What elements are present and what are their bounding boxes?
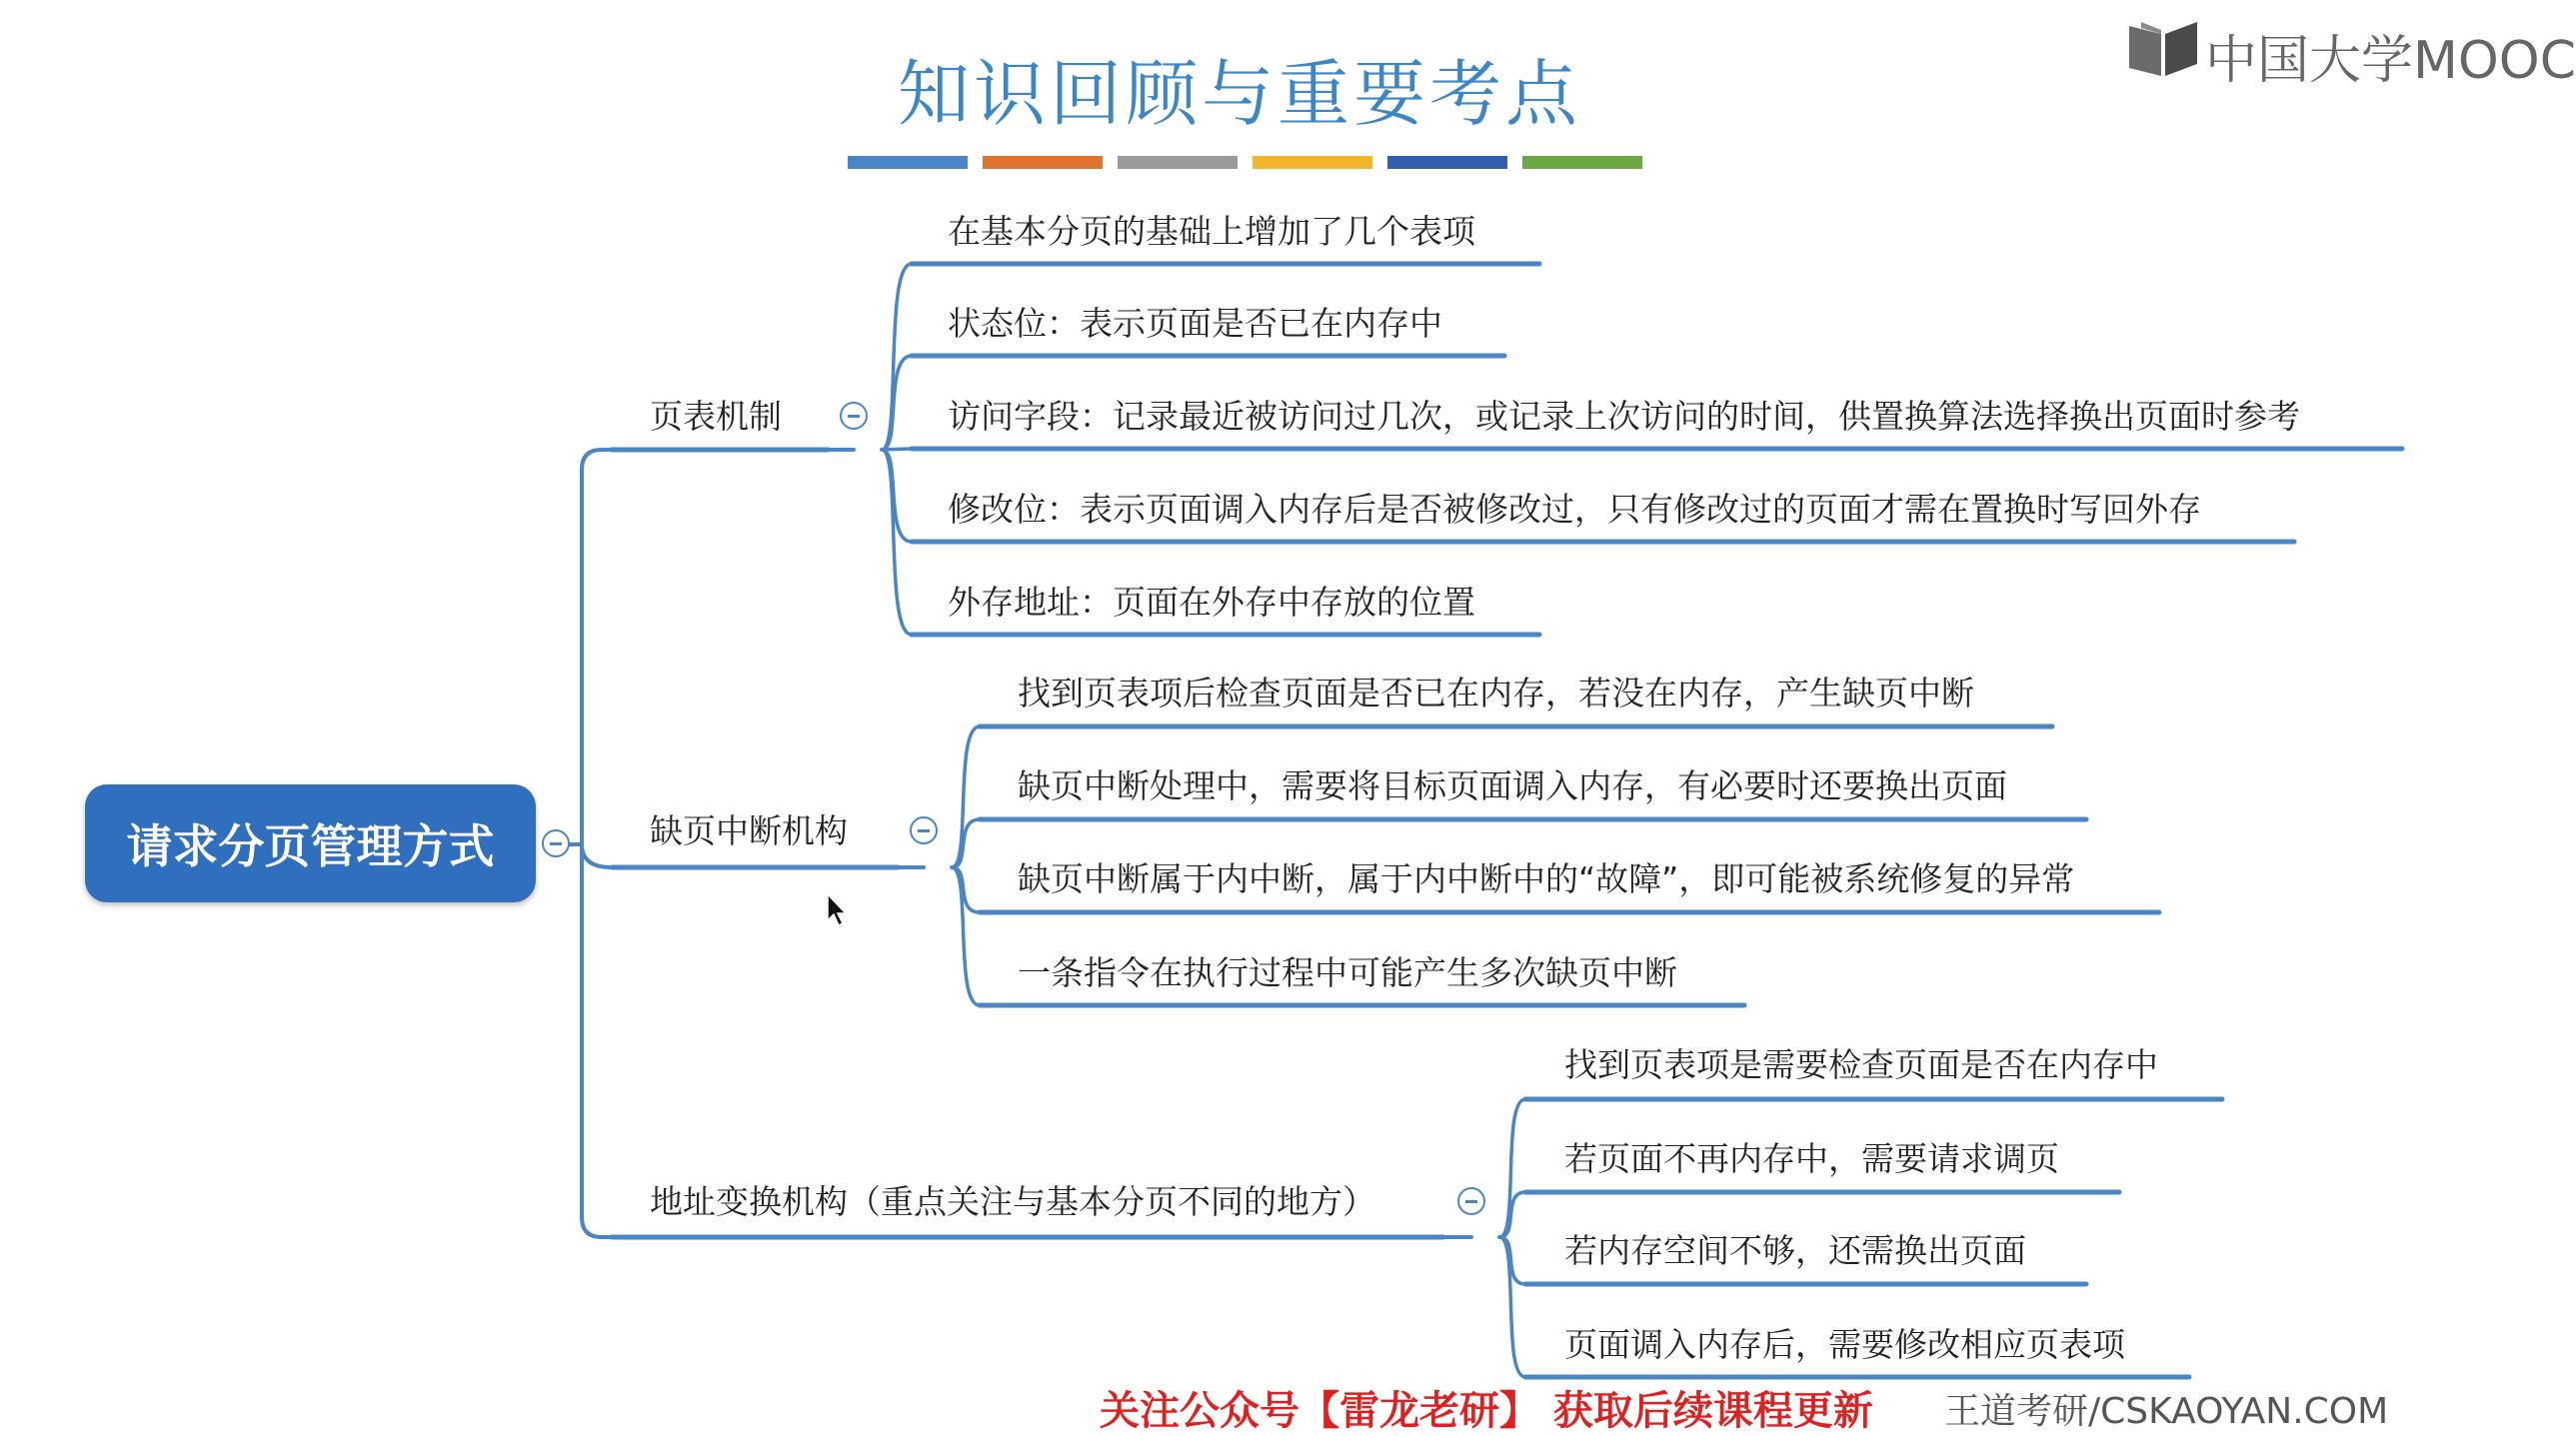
leaf-label[interactable]: 外存地址：页面在外存中存放的位置 — [948, 583, 1475, 622]
collapse-icon[interactable] — [542, 829, 570, 857]
leaf-label[interactable]: 访问字段：记录最近被访问过几次，或记录上次访问的时间，供置换算法选择换出页面时参考 — [948, 397, 2300, 436]
connector-line — [1499, 1192, 1525, 1237]
connector-line — [952, 819, 980, 867]
footer-promo-text: 关注公众号【雷龙老研】 获取后续课程更新 — [1100, 1388, 1873, 1434]
mouse-cursor-icon — [826, 892, 850, 928]
root-label: 请求分页管理方式 — [126, 819, 495, 873]
collapse-icon[interactable] — [840, 402, 868, 430]
leaf-label[interactable]: 缺页中断属于内中断，属于内中断中的“故障”，即可能被系统修复的异常 — [1018, 859, 2075, 898]
footer-site-text: 王道考研/CSKAOYAN.COM — [1944, 1391, 2389, 1432]
leaf-label[interactable]: 缺页中断处理中，需要将目标页面调入内存，有必要时还要换出页面 — [1018, 766, 2007, 805]
connector-line — [582, 844, 612, 867]
slide-title: 知识回顾与重要考点 — [897, 52, 1581, 136]
root-node[interactable] — [85, 784, 536, 902]
leaf-label[interactable]: 若内存空间不够，还需换出页面 — [1564, 1231, 2026, 1270]
leaf-label[interactable]: 页面调入内存后，需要修改相应页表项 — [1564, 1325, 2125, 1364]
connector-line — [582, 844, 612, 1237]
branch-label[interactable]: 页表机制 — [650, 397, 782, 436]
connector-line — [952, 867, 980, 912]
leaf-label[interactable]: 找到页表项后检查页面是否已在内存，若没在内存，产生缺页中断 — [1018, 674, 1974, 713]
connector-line — [952, 867, 980, 1005]
leaf-label[interactable]: 状态位：表示页面是否已在内存中 — [948, 304, 1442, 343]
leaf-label[interactable]: 若页面不再内存中，需要请求调页 — [1564, 1139, 2059, 1178]
collapse-icon[interactable] — [1457, 1187, 1485, 1215]
leaf-label[interactable]: 一条指令在执行过程中可能产生多次缺页中断 — [1018, 953, 1677, 992]
branch-label[interactable]: 缺页中断机构 — [650, 811, 848, 850]
connector-line — [882, 356, 912, 450]
connector-line — [1499, 1237, 1525, 1284]
leaf-label[interactable]: 在基本分页的基础上增加了几个表项 — [948, 212, 1475, 251]
connector-line — [952, 726, 980, 867]
connector-line — [582, 450, 612, 844]
logo-text: 中国大学MOOC — [2205, 31, 2576, 91]
connector-line — [882, 450, 912, 542]
branch-label[interactable]: 地址变换机构（重点关注与基本分页不同的地方） — [650, 1182, 1375, 1221]
collapse-icon[interactable] — [910, 816, 938, 844]
leaf-label[interactable]: 修改位：表示页面调入内存后是否被修改过，只有修改过的页面才需在置换时写回外存 — [948, 490, 2201, 529]
leaf-label[interactable]: 找到页表项是需要检查页面是否在内存中 — [1564, 1045, 2158, 1084]
